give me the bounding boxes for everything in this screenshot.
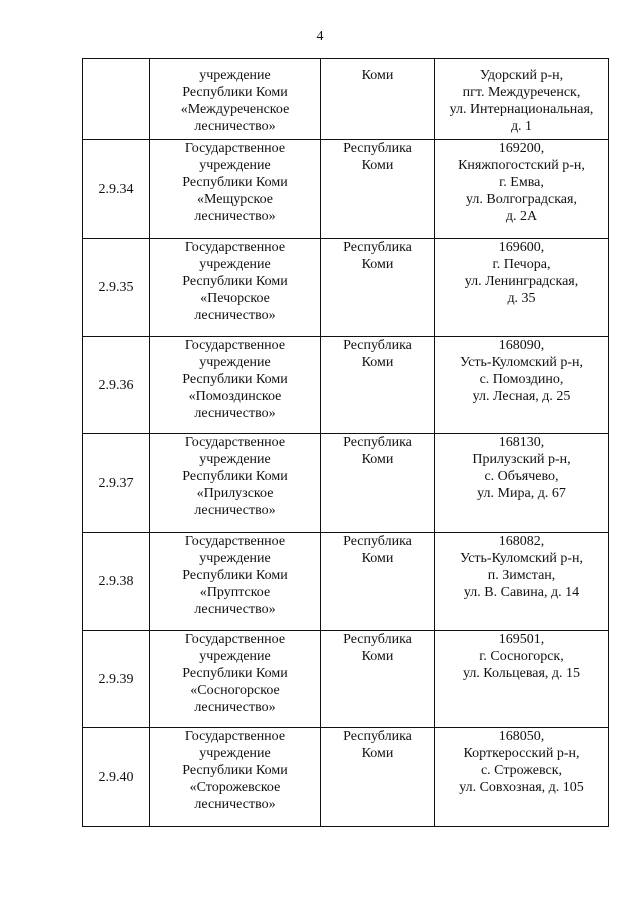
institution-name (150, 140, 321, 239)
row-number: 2.9.40 (83, 728, 150, 827)
region-line: Коми (361, 68, 394, 83)
address (435, 59, 609, 140)
name-line: лесничество» (194, 797, 276, 812)
address-line: ул. Интернациональная, (449, 102, 594, 117)
row-number: 2.9.36 (83, 337, 150, 434)
name-line: учреждение (199, 551, 271, 566)
address (435, 337, 609, 434)
address-line: Усть-Куломский р-н, (459, 355, 583, 370)
name-line: «Помоздинское (188, 389, 282, 404)
address-line: ул. Ленинградская, (464, 274, 579, 289)
address-line: с. Помоздино, (479, 372, 564, 387)
page-number: 4 (316, 29, 324, 44)
row-number: 2.9.38 (83, 533, 150, 631)
region-line: Республика (343, 729, 412, 744)
name-line: учреждение (199, 68, 271, 83)
address-line: 169600, (498, 240, 545, 255)
institution-name (150, 337, 321, 434)
region (321, 434, 435, 533)
region (321, 337, 435, 434)
region (321, 631, 435, 728)
address-line: ул. Мира, д. 67 (477, 486, 566, 501)
table-row (83, 631, 609, 728)
address (435, 533, 609, 631)
address-line: ул. Лесная, д. 25 (472, 389, 571, 404)
region-line: Республика (343, 632, 412, 647)
region-line: Коми (361, 551, 394, 566)
name-line: учреждение (199, 452, 271, 467)
table-row (83, 533, 609, 631)
name-line: «Прилузское (196, 486, 274, 501)
address-line: Прилузский р-н, (472, 452, 571, 467)
region-line: Коми (361, 746, 394, 761)
address-line: д. 1 (510, 119, 533, 134)
address (435, 728, 609, 827)
name-line: Государственное (184, 729, 286, 744)
name-line: «Междуреченское (180, 102, 290, 117)
name-line: «Пруптское (199, 585, 271, 600)
region (321, 533, 435, 631)
address-line: г. Емва, (499, 175, 544, 190)
table-row (83, 239, 609, 337)
address-line: ул. Совхозная, д. 105 (459, 780, 584, 795)
row-number: 2.9.37 (83, 434, 150, 533)
address-line: Удорский р-н, (479, 68, 564, 83)
row-number: 2.9.39 (83, 631, 150, 728)
name-line: Государственное (184, 141, 286, 156)
name-line: лесничество» (194, 700, 276, 715)
name-line: учреждение (199, 355, 271, 370)
name-line: учреждение (199, 746, 271, 761)
address (435, 239, 609, 337)
region (321, 59, 435, 140)
table-row (83, 434, 609, 533)
name-line: Республики Коми (182, 568, 288, 583)
name-line: «Сторожевское (189, 780, 281, 795)
name-line: учреждение (199, 649, 271, 664)
region-line: Коми (361, 355, 394, 370)
institution-name (150, 533, 321, 631)
address-line: 168090, (498, 338, 545, 353)
name-line: Государственное (184, 632, 286, 647)
name-line: лесничество» (194, 119, 276, 134)
name-line: учреждение (199, 257, 271, 272)
address-line: г. Печора, (492, 257, 551, 272)
address-line: г. Сосногорск, (479, 649, 564, 664)
region-line: Коми (361, 158, 394, 173)
name-line: лесничество» (194, 602, 276, 617)
name-line: Государственное (184, 240, 286, 255)
name-line: Республики Коми (182, 274, 288, 289)
region-line: Коми (361, 452, 394, 467)
row-number: 2.9.35 (83, 239, 150, 337)
institution-name (150, 239, 321, 337)
region-line: Республика (343, 338, 412, 353)
name-line: «Печорское (200, 291, 270, 306)
row-number: 2.9.34 (83, 140, 150, 239)
name-line: Республики Коми (182, 85, 288, 100)
address-line: 168082, (498, 534, 545, 549)
name-line: лесничество» (194, 308, 276, 323)
address-line: д. 35 (507, 291, 536, 306)
name-line: «Мещурское (197, 192, 273, 207)
address-line: Усть-Куломский р-н, (459, 551, 583, 566)
address-line: 168130, (498, 435, 545, 450)
name-line: учреждение (199, 158, 271, 173)
table-row (83, 728, 609, 827)
institution-name (150, 59, 321, 140)
address-line: п. Зимстан, (487, 568, 556, 583)
address-line: д. 2А (505, 209, 538, 224)
address (435, 631, 609, 728)
institution-name (150, 728, 321, 827)
region-line: Республика (343, 534, 412, 549)
institution-name (150, 434, 321, 533)
name-line: Республики Коми (182, 372, 288, 387)
name-line: лесничество» (194, 406, 276, 421)
address (435, 434, 609, 533)
address-line: 169200, (498, 141, 545, 156)
region-line: Коми (361, 649, 394, 664)
region-line: Республика (343, 240, 412, 255)
address-line: Корткеросский р-н, (463, 746, 580, 761)
name-line: Государственное (184, 534, 286, 549)
address-line: Княжпогостский р-н, (458, 158, 585, 173)
address-line: с. Строжевск, (480, 763, 563, 778)
address-line: пгт. Междуреченск, (462, 85, 581, 100)
region (321, 239, 435, 337)
table-row (83, 337, 609, 434)
name-line: лесничество» (194, 209, 276, 224)
address-line: с. Объячево, (484, 469, 559, 484)
address-line: ул. Волгоградская, (466, 192, 577, 207)
region-line: Республика (343, 141, 412, 156)
name-line: Республики Коми (182, 175, 288, 190)
address-line: 169501, (498, 632, 545, 647)
address-line: ул. Кольцевая, д. 15 (462, 666, 581, 681)
table-row (83, 59, 609, 140)
name-line: Республики Коми (182, 666, 288, 681)
registry-table (82, 58, 609, 827)
address-line: 168050, (498, 729, 545, 744)
name-line: Государственное (184, 338, 286, 353)
row-number (83, 59, 150, 140)
name-line: Республики Коми (182, 763, 288, 778)
region (321, 140, 435, 239)
address (435, 140, 609, 239)
name-line: «Сосногорское (190, 683, 280, 698)
region (321, 728, 435, 827)
region-line: Коми (361, 257, 394, 272)
name-line: Республики Коми (182, 469, 288, 484)
table-row (83, 140, 609, 239)
region-line: Республика (343, 435, 412, 450)
name-line: лесничество» (194, 503, 276, 518)
institution-name (150, 631, 321, 728)
address-line: ул. В. Савина, д. 14 (463, 585, 580, 600)
name-line: Государственное (184, 435, 286, 450)
